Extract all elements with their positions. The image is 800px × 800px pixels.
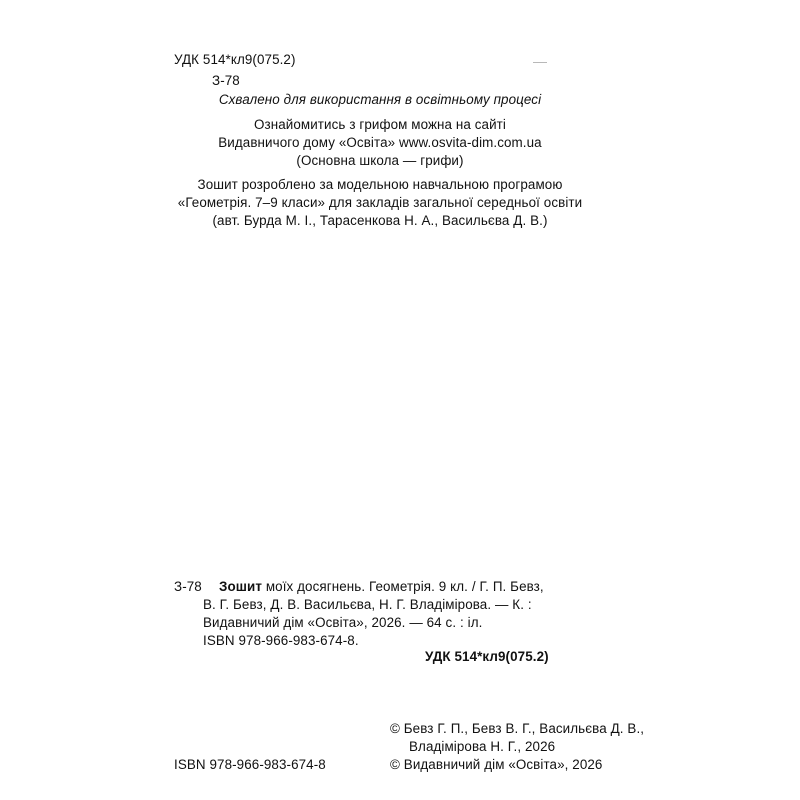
program-line-1: Зошит розроблено за модельною навчальною програмою bbox=[197, 177, 563, 192]
copyright-authors-line-2: Владімірова Н. Г., 2026 bbox=[409, 739, 556, 754]
biblio-line-1 bbox=[219, 578, 544, 596]
footer-isbn: ISBN 978-966-983-674-8 bbox=[174, 757, 326, 772]
copyright-publisher: © Видавничий дім «Освіта», 2026 bbox=[390, 757, 603, 772]
code-top: З-78 bbox=[212, 73, 240, 88]
faint-mark bbox=[533, 62, 547, 63]
biblio-isbn: ISBN 978-966-983-674-8. bbox=[203, 633, 359, 648]
grif-line-2: Видавничого дому «Освіта» www.osvita-dim.com.ua bbox=[218, 135, 542, 150]
copyright-authors-line-1: © Бевз Г. П., Бевз В. Г., Васильєва Д. В., bbox=[390, 721, 645, 736]
biblio-line-2: В. Г. Бевз, Д. В. Васильєва, Н. Г. Владімірова. — К. : bbox=[203, 597, 532, 612]
biblio-line-1-rest: моїх досягнень. Геометрія. 9 кл. / Г. П. Бевз, bbox=[262, 579, 544, 594]
approval-note: Схвалено для використання в освітньому процесі bbox=[218, 92, 542, 107]
grif-line-1: Ознайомитись з грифом можна на сайті bbox=[254, 117, 506, 132]
udk-top: УДК 514*кл9(075.2) bbox=[174, 52, 296, 67]
grif-line-3: (Основна школа — грифи) bbox=[296, 153, 464, 168]
program-line-3: (авт. Бурда М. І., Тарасенкова Н. А., Васильєва Д. В.) bbox=[212, 213, 548, 228]
biblio-udk: УДК 514*кл9(075.2) bbox=[425, 649, 549, 664]
program-line-2: «Геометрія. 7–9 класи» для закладів загальної середньої освіти bbox=[177, 195, 583, 210]
biblio-title-bold: Зошит bbox=[219, 579, 263, 594]
biblio-code: З-78 bbox=[174, 579, 202, 594]
biblio-line-3: Видавничий дім «Освіта», 2026. — 64 с. : іл. bbox=[203, 615, 483, 630]
